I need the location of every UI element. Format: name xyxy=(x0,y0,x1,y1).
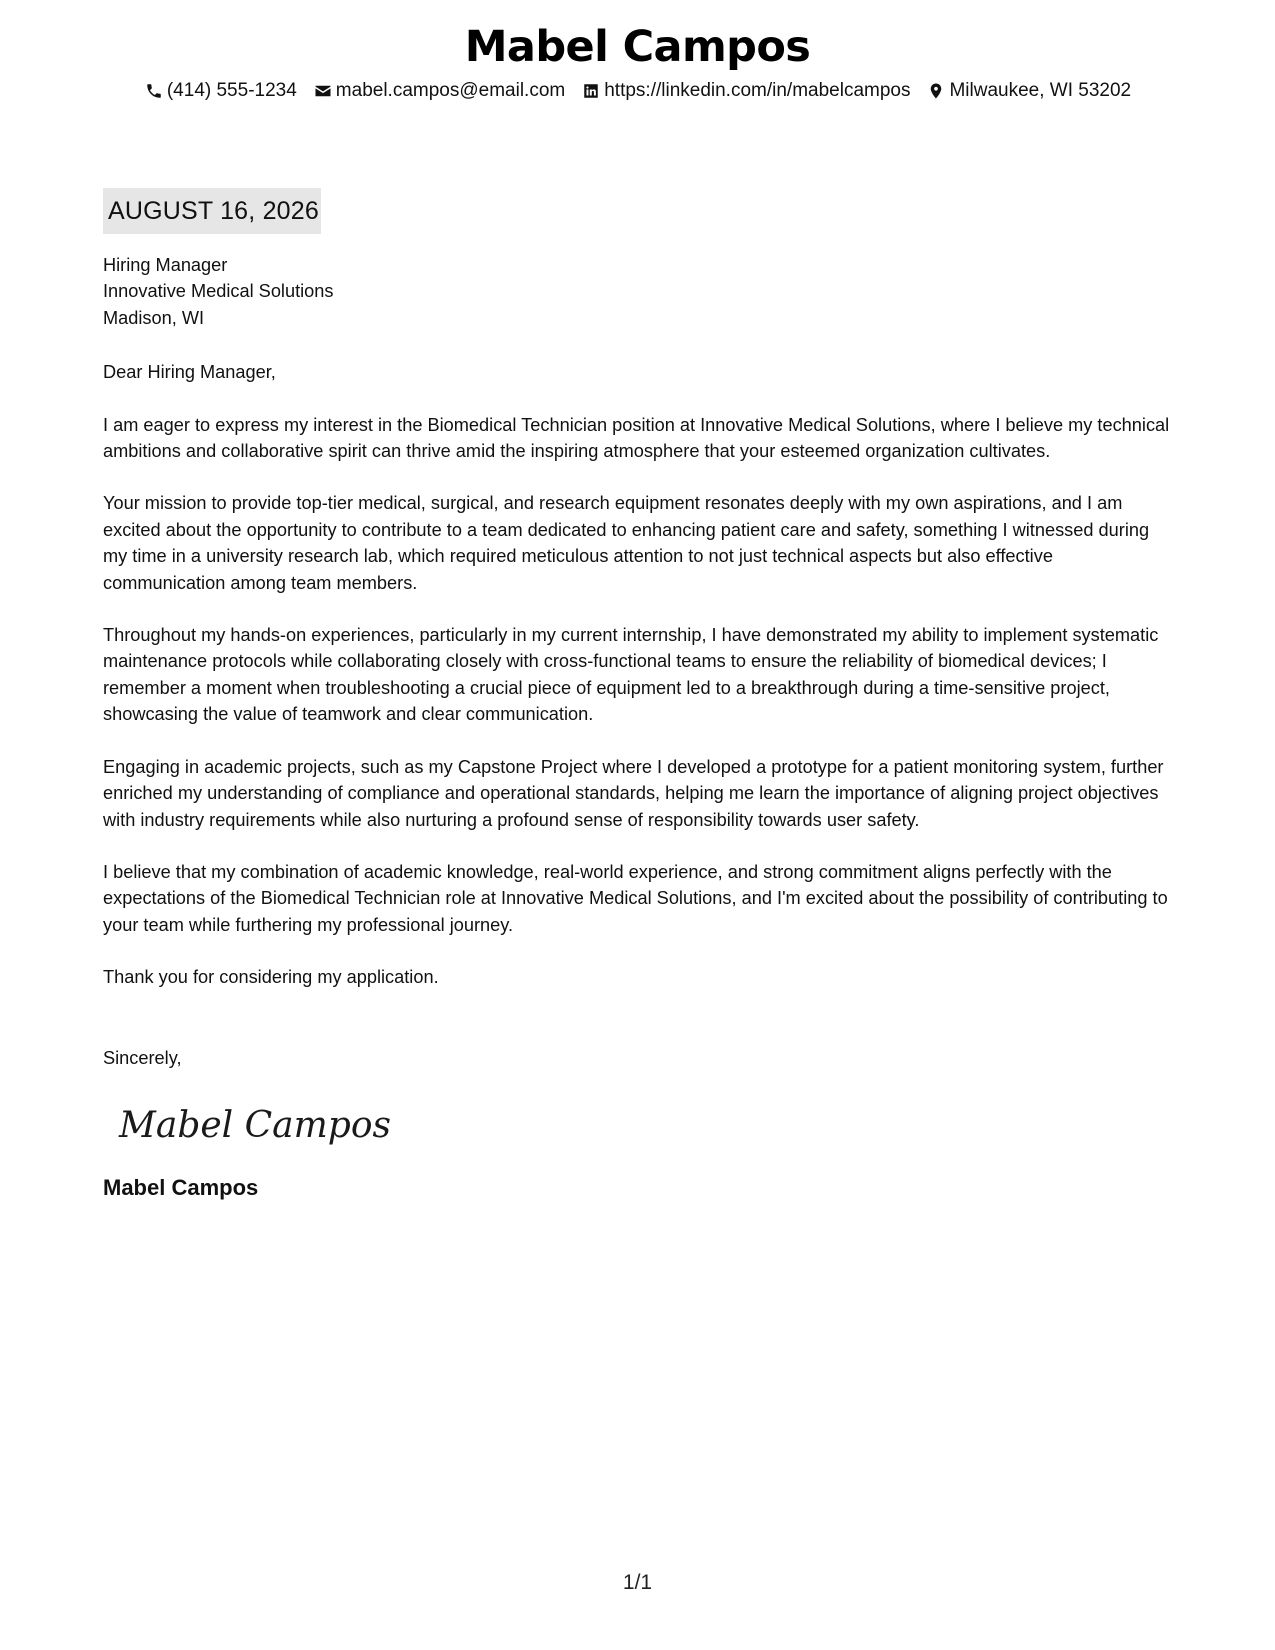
signed-name: Mabel Campos xyxy=(103,1174,259,1200)
contact-bar xyxy=(0,78,1275,104)
recipient-title: Hiring Manager xyxy=(103,255,228,275)
contact-phone xyxy=(144,78,297,104)
handwritten-signature xyxy=(117,1097,391,1153)
contact-email[interactable] xyxy=(313,78,565,104)
contact-linkedin-text[interactable]: https://linkedin.com/in/mabelcampos xyxy=(604,80,911,101)
contact-location xyxy=(926,78,1131,104)
phone-icon xyxy=(144,81,164,101)
signoff: Sincerely, xyxy=(103,1047,182,1068)
contact-location-text: Milwaukee, WI 53202 xyxy=(949,80,1132,101)
recipient-location: Madison, WI xyxy=(103,307,205,328)
page-number: 1/1 xyxy=(622,1571,653,1594)
body-paragraph-5: I believe that my combination of academic knowledge, real-world experience, and strong commitment aligns perfectly with the expectations of the Biomedical Technician role at Innovative Medical Solutions, and I'm excited about the possibility of contributing to your team while furthering my professional journey. xyxy=(103,861,1168,935)
contact-email-text[interactable]: mabel.campos@email.com xyxy=(335,80,566,101)
body-paragraph-2: Your mission to provide top-tier medical, surgical, and research equipment resonates deeply with my own aspirations, and I am excited about the opportunity to contribute to a team dedicated to enhancing patient care and safety, something I witnessed during my time in a university research lab, which required meticulous attention to not just technical aspects but also effective communication among team members. xyxy=(103,493,1150,593)
envelope-icon xyxy=(313,81,333,101)
body-paragraph-1: I am eager to express my interest in the Biomedical Technician position at Innovative Medical Solutions, where I believe my technical ambitions and collaborative spirit can thrive amid the inspiring atmosphere that your esteemed organization cultivates. xyxy=(103,414,1170,462)
letter-header xyxy=(0,18,1275,104)
recipient-block xyxy=(103,252,1178,331)
contact-phone-text: (414) 555-1234 xyxy=(166,80,297,101)
linkedin-icon xyxy=(581,81,601,101)
map-marker-icon xyxy=(926,81,946,101)
contact-linkedin[interactable] xyxy=(581,78,910,104)
letter-body xyxy=(103,252,1178,1203)
recipient-company: Innovative Medical Solutions xyxy=(103,281,334,302)
letter-date: AUGUST 16, 2026 xyxy=(103,188,321,234)
closing-line: Thank you for considering my application. xyxy=(103,967,439,988)
applicant-name: Mabel Campos xyxy=(464,22,811,72)
salutation: Dear Hiring Manager, xyxy=(103,362,276,383)
signature-text: Mabel Campos xyxy=(119,1104,391,1146)
body-paragraph-3: Throughout my hands-on experiences, particularly in my current internship, I have demonstrated my ability to implement systematic maintenance protocols while collaborating closely with cross-functional teams to ensure the reliability of biomedical devices; I remember a moment when troubleshooting a crucial piece of equipment led to a breakthrough during a time-sensitive project, showcasing the value of teamwork and clear communication. xyxy=(103,625,1159,725)
body-paragraph-4: Engaging in academic projects, such as my Capstone Project where I developed a prototype for a patient monitoring system, further enriched my understanding of compliance and operational standards, helping me learn the importance of aligning project objectives with industry requirements while also nurturing a profound sense of responsibility towards user safety. xyxy=(103,756,1164,830)
